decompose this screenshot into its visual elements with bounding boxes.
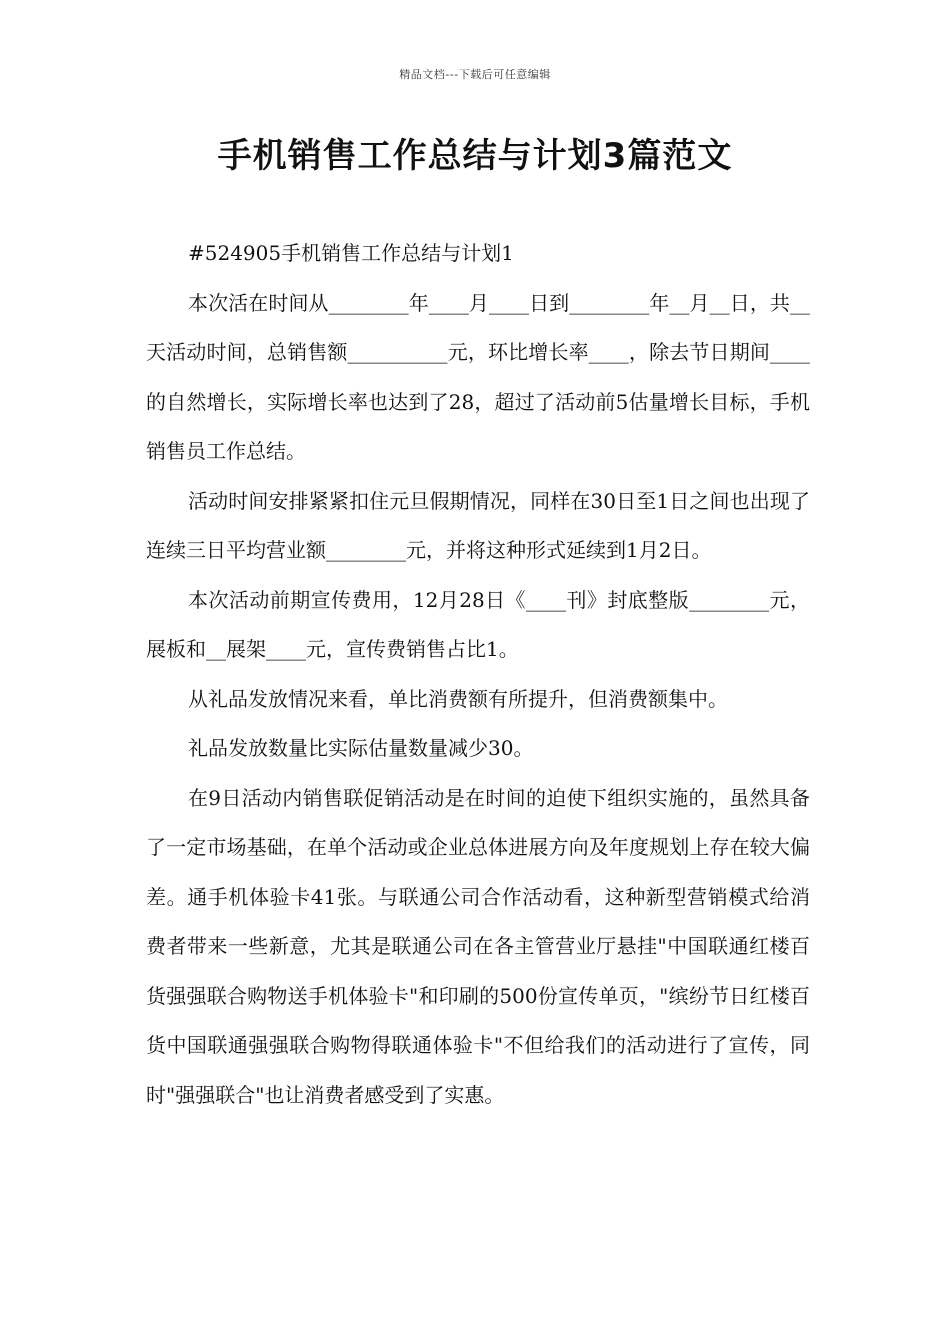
document-body — [146, 229, 810, 1120]
paragraph: 礼品发放数量比实际估量数量减少30。 — [188, 736, 534, 760]
document-title: 手机销售工作总结与计划3篇范文 — [217, 136, 733, 176]
paragraph: 在9日活动内销售联促销活动是在时间的迫使下组织实施的，虽然具备了一定市场基础，在单个活动或企业总体进展方向及年度规划上存在较大偏差。通手机体验卡41张。与联通公司合作活动看，这种新型营销模式给消费者带来一些新意，尤其是联通公司在各主管营业厅悬挂"中国联通红楼百货强强联合购物送手机体验卡"和印刷的500份宣传单页，"缤纷节日红楼百货中国联通强强联合购物得联通体验卡"不但给我们的活动进行了宣传，同时"强强联合"也让消费者感受到了实惠。 — [146, 785, 810, 1107]
section-heading: #524905手机销售工作总结与计划1 — [188, 241, 514, 265]
paragraph: 本次活动前期宣传费用，12月28日《____刊》封底整版________元，展板和__展架____元，宣传费销售占比1。 — [146, 587, 810, 661]
paragraph: 从礼品发放情况来看，单比消费额有所提升，但消费额集中。 — [188, 686, 728, 711]
paragraph: 本次活在时间从________年____月____日到________年__月__日，共__天活动时间，总销售额__________元，环比增长率____，除去节日期间____的自然增长，实际增长率也达到了28，超过了活动前5估量增长目标，手机销售员工作总结。 — [146, 290, 810, 463]
header-note: 精品文档---下载后可任意编辑 — [399, 68, 551, 81]
paragraph: 活动时间安排紧紧扣住元旦假期情况，同样在30日至1日之间也出现了连续三日平均营业额________元，并将这种形式延续到1月2日。 — [146, 488, 810, 562]
